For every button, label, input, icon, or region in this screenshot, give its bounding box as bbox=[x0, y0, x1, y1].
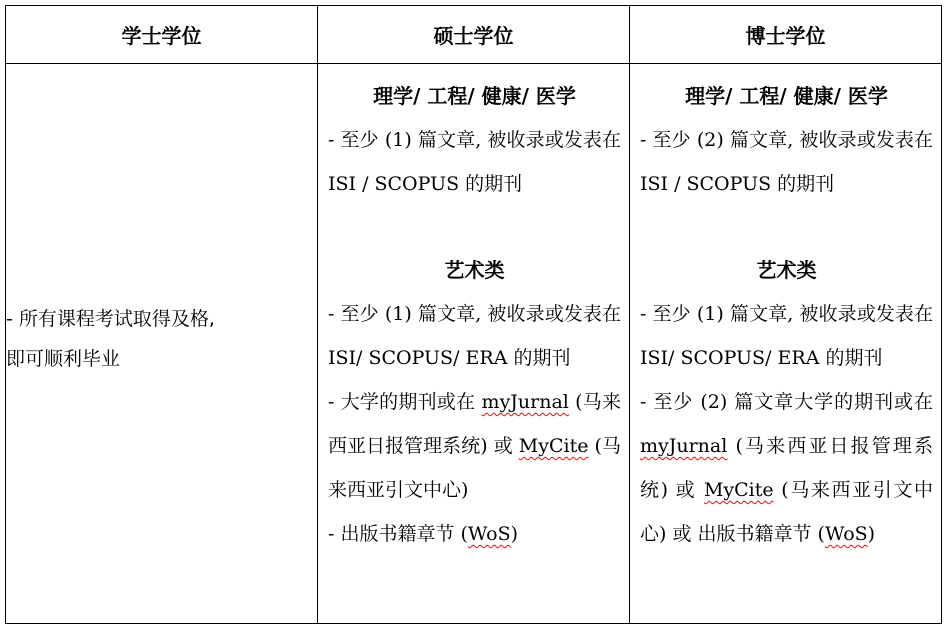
requirements-row bbox=[6, 64, 942, 624]
phd-arts-requirement-1: - 至少 (1) 篇文章, 被收录或发表在 ISI/ SCOPUS/ ERA 的期刊 bbox=[640, 303, 933, 369]
myjurnal-term: myJurnal bbox=[481, 391, 569, 413]
master-arts-requirement-3: - 出版书籍章节 (WoS) bbox=[328, 523, 519, 545]
wos-term: WoS bbox=[824, 523, 868, 545]
phd-cell bbox=[630, 64, 942, 624]
bachelor-cell bbox=[6, 64, 318, 624]
bachelor-line-1: - 所有课程考试取得及格, bbox=[6, 307, 215, 330]
master-science-heading: 理学/ 工程/ 健康/ 医学 bbox=[373, 84, 576, 108]
phd-arts-requirement-2: - 至少 (2) 篇文章大学的期刊或在 myJurnal (马来西亚日报管理系统) 或 MyCite (马来西亚引文中心) 或 出版书籍章节 (WoS) bbox=[640, 391, 933, 545]
master-arts-heading: 艺术类 bbox=[444, 258, 505, 282]
phd-arts-heading: 艺术类 bbox=[756, 258, 817, 282]
master-science-requirement: - 至少 (1) 篇文章, 被收录或发表在 ISI / SCOPUS 的期刊 bbox=[328, 129, 621, 195]
master-arts-requirement-2: - 大学的期刊或在 myJurnal (马来西亚日报管理系统) 或 MyCite (马来西亚引文中心) bbox=[328, 391, 622, 501]
mycite-term: MyCite bbox=[703, 479, 774, 501]
master-cell bbox=[318, 64, 630, 624]
phd-science-requirement: - 至少 (2) 篇文章, 被收录或发表在 ISI / SCOPUS 的期刊 bbox=[640, 129, 933, 195]
bachelor-requirement bbox=[6, 299, 317, 379]
header-master: 硕士学位 bbox=[318, 6, 630, 64]
header-bachelor: 学士学位 bbox=[6, 6, 318, 64]
phd-science-heading: 理学/ 工程/ 健康/ 医学 bbox=[685, 84, 888, 108]
header-row bbox=[6, 6, 942, 64]
degree-requirements-table bbox=[5, 5, 942, 624]
wos-term: WoS bbox=[467, 523, 511, 545]
myjurnal-term: myJurnal bbox=[640, 435, 728, 457]
master-arts-requirement-1: - 至少 (1) 篇文章, 被收录或发表在 ISI/ SCOPUS/ ERA 的期刊 bbox=[328, 303, 621, 369]
bachelor-line-2: 即可顺利毕业 bbox=[6, 347, 121, 370]
header-phd: 博士学位 bbox=[630, 6, 942, 64]
mycite-term: MyCite bbox=[518, 435, 589, 457]
